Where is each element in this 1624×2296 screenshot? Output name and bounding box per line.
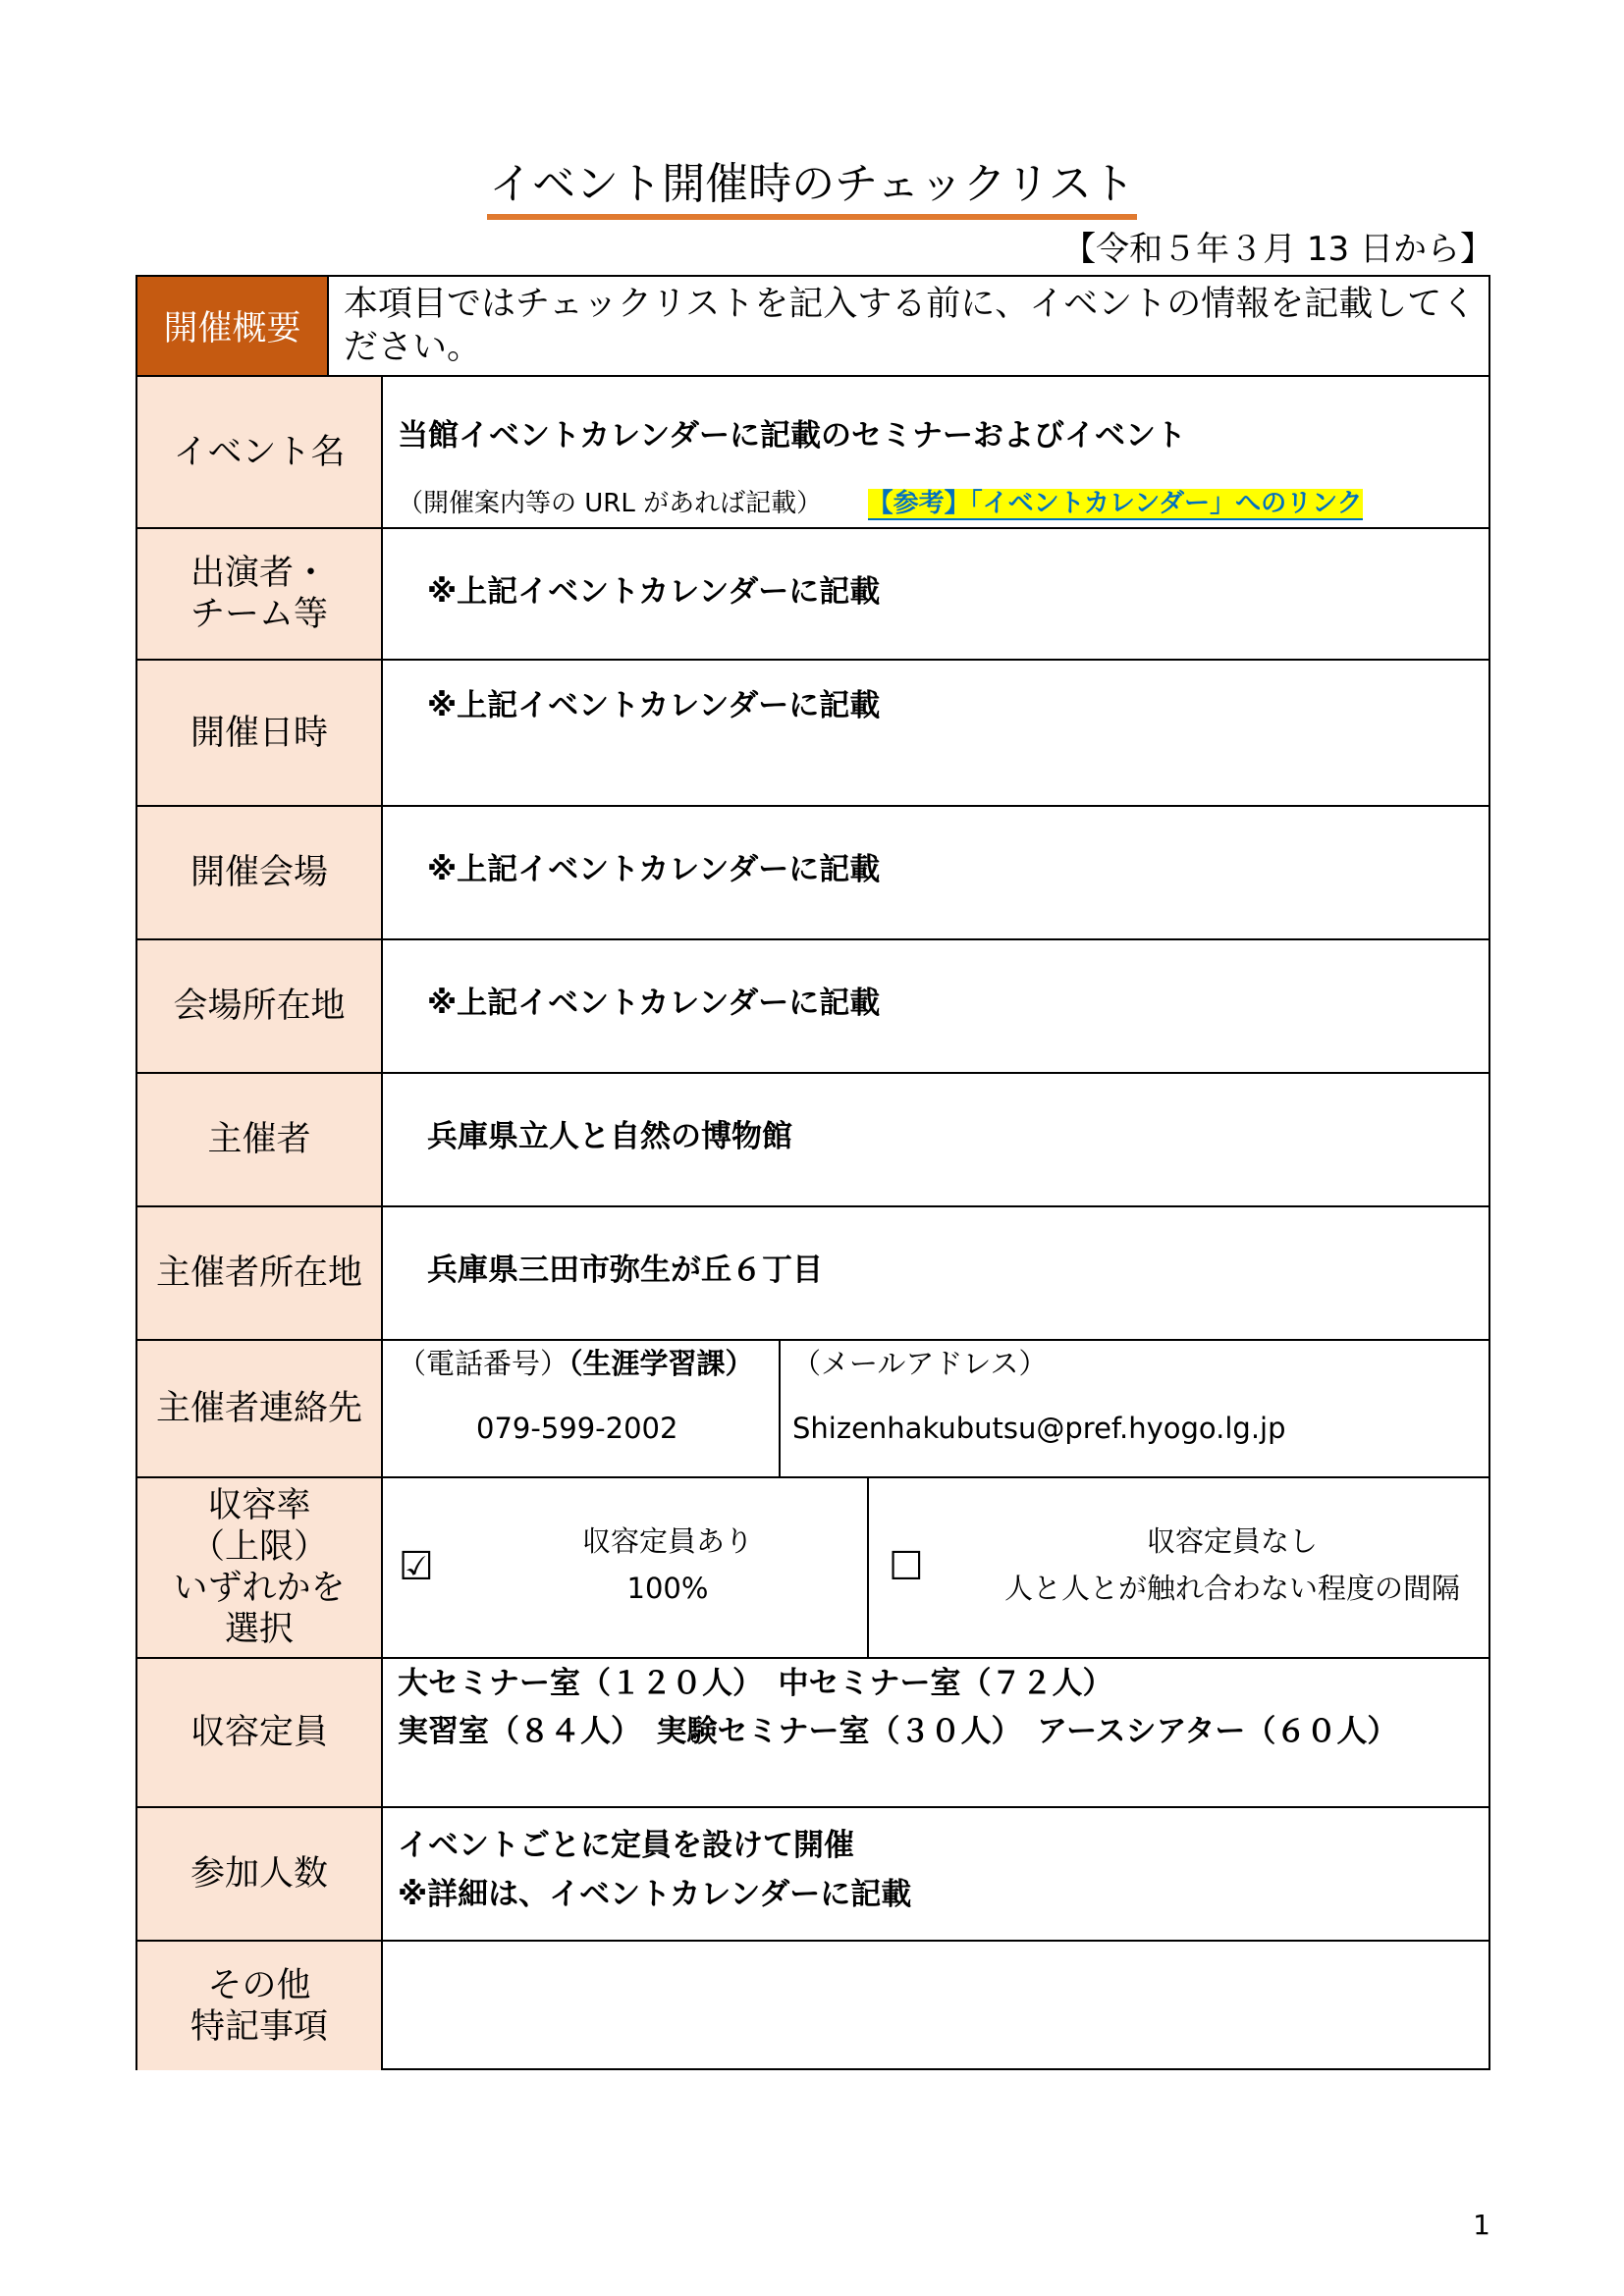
option-with-limit-text: 収容定員あり 100%	[581, 1524, 753, 1605]
organizer-address-row	[137, 1205, 1489, 1339]
participants-row	[137, 1806, 1489, 1940]
organizer-address-label: 主催者所在地	[137, 1207, 383, 1339]
performers-label: 出演者・ チーム等	[137, 529, 383, 659]
venue-label: 開催会場	[137, 807, 383, 938]
overview-label: 開催概要	[137, 277, 329, 375]
email-value: Shizenhakubutsu@pref.hyogo.lg.jp	[792, 1412, 1286, 1445]
venue-address-label: 会場所在地	[137, 940, 383, 1072]
capacity-row	[137, 1657, 1489, 1806]
capacity-rate-row	[137, 1476, 1489, 1657]
overview-text: 本項目ではチェックリストを記入する前に、イベントの情報を記載してください。	[344, 285, 1477, 367]
organizer-value: 兵庫県立人と自然の博物館	[427, 1119, 792, 1154]
phone-label: （電話番号）（生涯学習課）	[398, 1347, 754, 1380]
option-without-limit-text: 収容定員なし 人と人とが触れ合わない程度の間隔	[1003, 1524, 1460, 1605]
other-row	[137, 1940, 1489, 2070]
event-calendar-link[interactable]: 【参考】「イベントカレンダー」へのリンク	[867, 489, 1363, 518]
organizer-address-value: 兵庫県三田市弥生が丘６丁目	[427, 1253, 823, 1288]
option-with-limit[interactable]	[383, 1478, 869, 1657]
venue-address-row	[137, 938, 1489, 1072]
email-label: （メールアドレス）	[792, 1347, 1048, 1380]
capacity-rate-label: 収容率 （上限） いずれかを 選択	[137, 1478, 383, 1657]
performers-row	[137, 527, 1489, 659]
organizer-contact-row	[137, 1339, 1489, 1476]
url-note-text: （開催案内等の URL があれば記載）	[398, 489, 823, 518]
option-without-limit[interactable]	[869, 1478, 1489, 1657]
organizer-contact-label: 主催者連絡先	[137, 1341, 383, 1476]
other-label: その他 特記事項	[137, 1942, 383, 2070]
participants-line-1: イベントごとに定員を設けて開催	[398, 1828, 854, 1863]
overview-row	[137, 275, 1489, 375]
venue-address-value: ※上記イベントカレンダーに記載	[427, 986, 881, 1021]
event-name-label: イベント名	[137, 377, 383, 527]
event-name-row	[137, 375, 1489, 527]
unchecked-checkbox-icon[interactable]: ☐	[889, 1544, 924, 1589]
page-number: 1	[1473, 2209, 1490, 2241]
url-note	[398, 487, 1363, 520]
participants-label: 参加人数	[137, 1808, 383, 1940]
capacity-line-1: 大セミナー室（１２０人） 中セミナー室（７２人）	[398, 1666, 1113, 1701]
checked-checkbox-icon[interactable]: ☑	[399, 1544, 434, 1589]
event-name-value: 当館イベントカレンダーに記載のセミナーおよびイベント	[398, 418, 1187, 454]
venue-row	[137, 805, 1489, 938]
capacity-line-2: 実習室（８４人） 実験セミナー室（３０人） アースシアター（６０人）	[398, 1714, 1398, 1749]
capacity-label: 収容定員	[137, 1659, 383, 1806]
effective-date: 【令和５年３月 13 日から】	[1062, 230, 1493, 269]
performers-value: ※上記イベントカレンダーに記載	[427, 574, 881, 610]
email-cell	[781, 1341, 1489, 1476]
datetime-row	[137, 659, 1489, 805]
checklist-table	[135, 275, 1490, 2070]
page-title: イベント開催時のチェックリスト	[0, 157, 1624, 220]
venue-value: ※上記イベントカレンダーに記載	[427, 852, 881, 887]
datetime-label: 開催日時	[137, 661, 383, 805]
datetime-value: ※上記イベントカレンダーに記載	[427, 688, 881, 723]
organizer-row	[137, 1072, 1489, 1205]
phone-cell	[383, 1341, 781, 1476]
organizer-label: 主催者	[137, 1074, 383, 1205]
phone-value: 079-599-2002	[476, 1412, 678, 1445]
participants-line-2: ※詳細は、イベントカレンダーに記載	[398, 1877, 912, 1912]
